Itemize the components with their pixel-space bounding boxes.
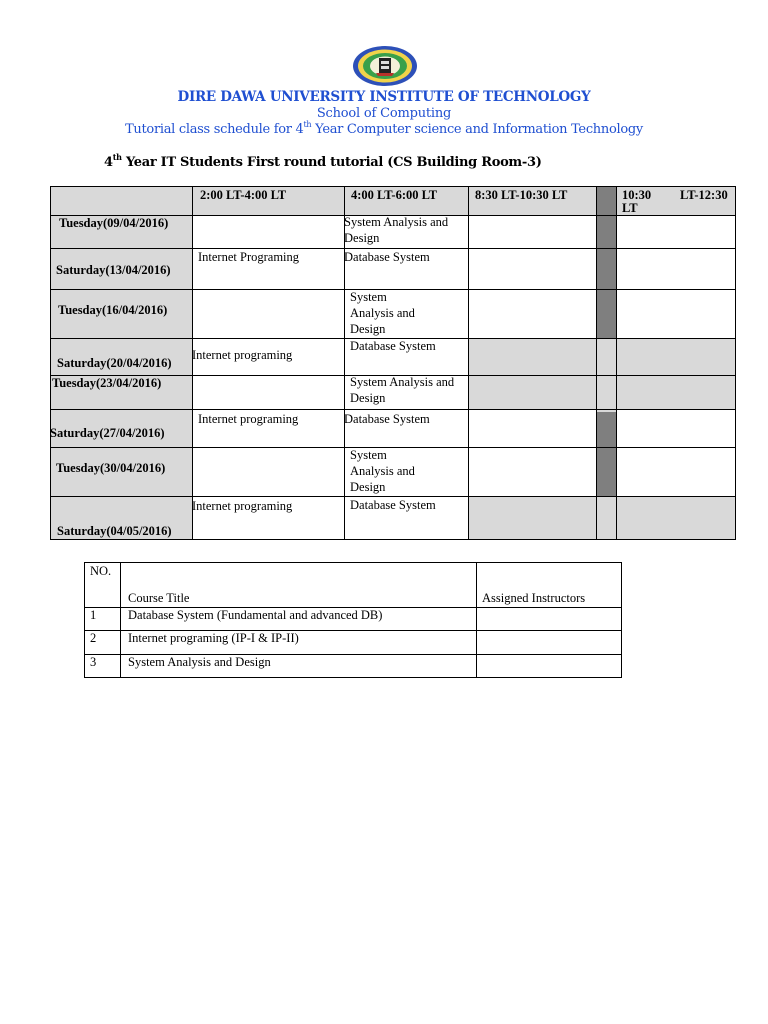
course-header-instructors: Assigned Instructors [482, 591, 586, 605]
course-cell: System Analysis and Design [350, 290, 415, 336]
day-label: Tuesday(09/04/2016) [59, 216, 169, 230]
course-table [84, 562, 622, 678]
university-logo [352, 45, 418, 87]
row-shading-20-04 [468, 338, 735, 409]
course-cell: Internet programing [192, 499, 293, 513]
course-cell: Database System [350, 498, 436, 512]
course-cell: Internet programing [198, 412, 299, 426]
course-cell: System Analysis and Design [350, 448, 415, 494]
course-title: Database System (Fundamental and advanced DB) [128, 608, 383, 622]
schedule-title: Tutorial class schedule for 4th Year Computer science and Information Technology [125, 119, 643, 137]
course-cell: Database System [350, 339, 436, 353]
day-label: Tuesday(30/04/2016) [56, 461, 166, 475]
column-header: LT [622, 201, 638, 215]
column-header: 8:30 LT-10:30 LT [475, 188, 568, 202]
course-cell: Database System [344, 412, 430, 426]
course-no: 2 [90, 631, 97, 645]
day-label: Tuesday(16/04/2016) [58, 303, 168, 317]
course-no: 3 [90, 655, 97, 669]
course-cell: Database System [344, 250, 430, 264]
day-label: Saturday(27/04/2016) [50, 426, 165, 440]
course-cell: System Analysis and Design [344, 215, 449, 245]
day-label: Tuesday(23/04/2016) [52, 376, 162, 390]
course-cell: System Analysis and Design [350, 375, 455, 405]
course-header-title: Course Title [128, 591, 190, 605]
course-title: Internet programing (IP-I & IP-II) [128, 631, 299, 645]
day-label: Saturday(13/04/2016) [56, 263, 171, 277]
column-header: 10:30 [622, 188, 652, 202]
column-header: LT-12:30 [680, 188, 728, 202]
row-shading-04-05 [468, 496, 735, 539]
course-no: 1 [90, 608, 97, 622]
column-header: 2:00 LT-4:00 LT [200, 188, 287, 202]
course-cell: Internet programing [192, 348, 293, 362]
day-label: Saturday(20/04/2016) [57, 356, 172, 370]
course-cell: Internet Programing [198, 250, 300, 264]
course-header-no: NO. [90, 564, 112, 578]
day-label: Saturday(04/05/2016) [57, 524, 172, 538]
schedule-table [50, 186, 736, 540]
university-name: DIRE DAWA UNIVERSITY INSTITUTE OF TECHNOLOGY [177, 89, 591, 105]
tutorial-subtitle: 4th Year IT Students First round tutorial (CS Building Room-3) [104, 151, 542, 170]
school-name: School of Computing [316, 106, 452, 121]
column-header: 4:00 LT-6:00 LT [351, 188, 438, 202]
course-title: System Analysis and Design [128, 655, 271, 669]
